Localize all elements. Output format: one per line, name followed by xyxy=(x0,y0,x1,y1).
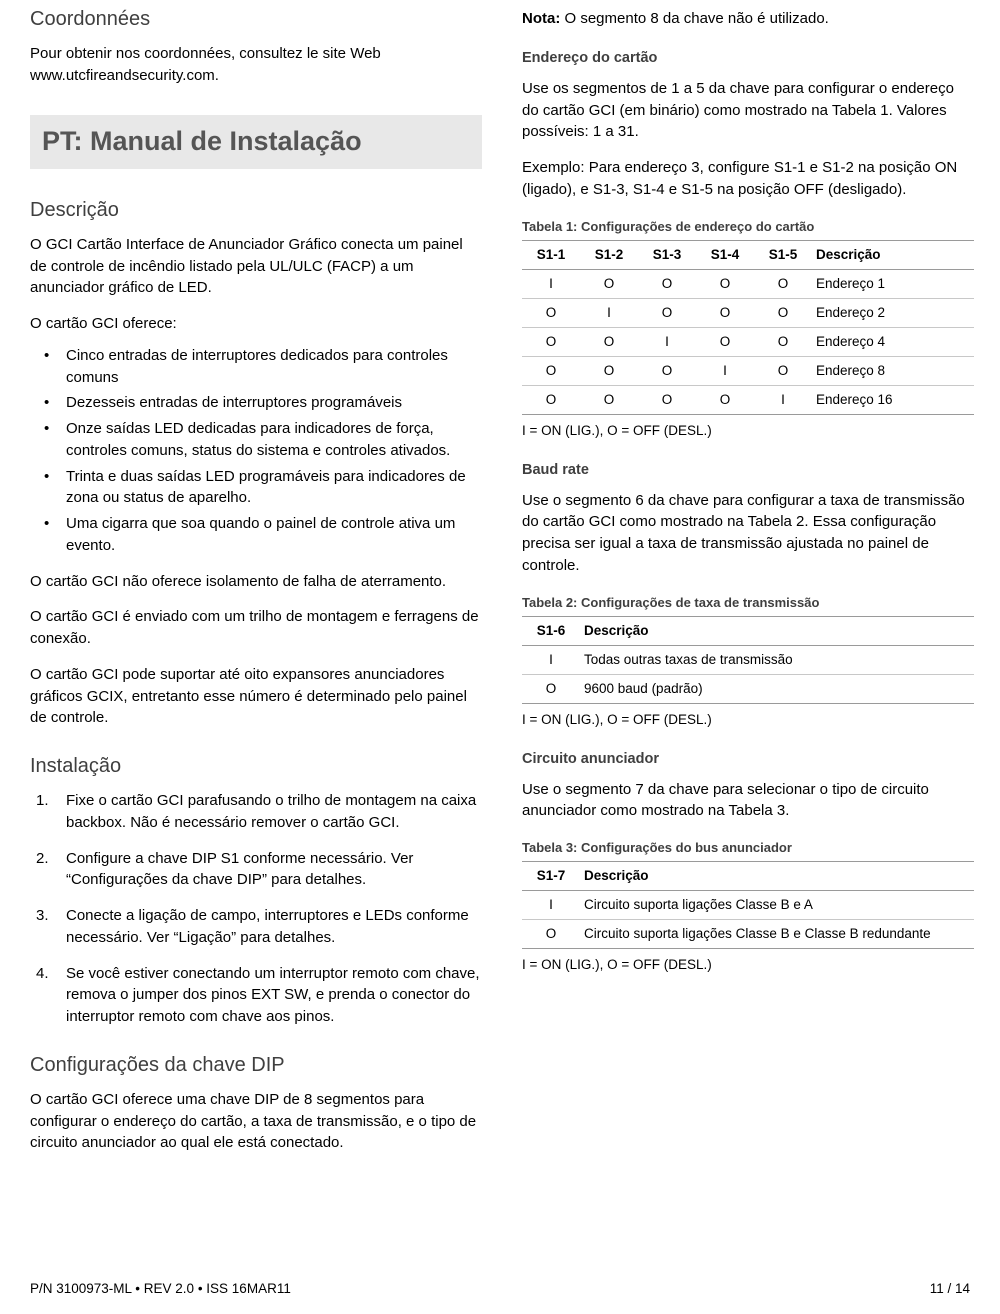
table-cell: O xyxy=(522,327,580,356)
table-cell: O xyxy=(522,298,580,327)
note-label: Nota: xyxy=(522,10,561,27)
table-cell: 9600 baud (padrão) xyxy=(580,674,974,703)
table-row xyxy=(522,385,974,414)
list-item: Configure a chave DIP S1 conforme necessário. Ver “Configurações da chave DIP” para detalhes. xyxy=(66,849,414,889)
annunciator-circuit-heading: Circuito anunciador xyxy=(522,750,659,767)
descricao-paragraph-4: O cartão GCI é enviado com um trilho de montagem e ferragens de conexão. xyxy=(30,608,479,648)
list-item: Fixe o cartão GCI parafusando o trilho de montagem na caixa backbox. Não é necessário remover o cartão GCI. xyxy=(66,792,477,831)
table3-legend: I = ON (LIG.), O = OFF (DESL.) xyxy=(522,957,712,972)
footer-page-number: 11 / 14 xyxy=(929,1281,970,1296)
table-annunciator-bus xyxy=(522,861,974,949)
card-address-paragraph-2: Exemplo: Para endereço 3, configure S1-1 e S1-2 na posição ON (ligado), e S1-3, S1-4 e S1-5 na posição OFF (desligado). xyxy=(522,159,958,198)
table-cell: I xyxy=(522,891,580,920)
list-item: • Cinco entradas de interruptores dedicados para controles comuns xyxy=(30,345,482,389)
dip-settings-heading: Configurações da chave DIP xyxy=(30,1053,285,1076)
list-item: • Dezesseis entradas de interruptores programáveis xyxy=(30,392,482,414)
descricao-paragraph-1: O GCI Cartão Interface de Anunciador Gráfico conecta um painel de controle de incêndio listado pela UL/ULC (FACP) a um anunciador gráfico de LED. xyxy=(30,235,463,297)
table-cell: Circuito suporta ligações Classe B e Classe B redundante xyxy=(580,920,974,949)
table-baud-rate xyxy=(522,616,974,704)
column-header: S1-1 xyxy=(522,240,580,269)
table-cell: O xyxy=(522,674,580,703)
table-cell: I xyxy=(522,645,580,674)
coordonnees-paragraph: Pour obtenir nos coordonnées, consultez le site Web www.utcfireandsecurity.com. xyxy=(30,45,381,84)
table2-legend: I = ON (LIG.), O = OFF (DESL.) xyxy=(522,711,712,727)
descricao-paragraph-3: O cartão GCI não oferece isolamento de falha de aterramento. xyxy=(30,572,447,590)
table-cell: O xyxy=(638,356,696,385)
table2-caption: Tabela 2: Configurações de taxa de transmissão xyxy=(522,594,820,610)
table-header-row xyxy=(522,240,974,269)
table1-legend: I = ON (LIG.), O = OFF (DESL.) xyxy=(522,422,712,438)
column-header: S1-7 xyxy=(522,862,580,891)
table-cell: Endereço 16 xyxy=(812,385,974,414)
list-item: • Onze saídas LED dedicadas para indicadores de força, controles comuns, status do sistema e controles ativados. xyxy=(30,418,482,462)
column-header: Descrição xyxy=(812,240,974,269)
table-row xyxy=(522,327,974,356)
table-cell: O xyxy=(754,269,812,298)
list-item: • Uma cigarra que soa quando o painel de controle ativa um evento. xyxy=(30,513,482,557)
table-row xyxy=(522,269,974,298)
installation-steps xyxy=(30,790,482,1028)
table-cell: O xyxy=(522,356,580,385)
note-text: O segmento 8 da chave não é utilizado. xyxy=(560,10,829,27)
table-cell: O xyxy=(696,298,754,327)
table-cell: O xyxy=(580,356,638,385)
column-header: S1-2 xyxy=(580,240,638,269)
descricao-heading: Descrição xyxy=(30,198,119,221)
table-cell: O xyxy=(522,385,580,414)
card-address-heading: Endereço do cartão xyxy=(522,49,658,66)
table-cell: Endereço 1 xyxy=(812,269,974,298)
column-header: Descrição xyxy=(580,862,974,891)
table-row xyxy=(522,298,974,327)
note-paragraph xyxy=(522,8,974,30)
baud-rate-heading: Baud rate xyxy=(522,461,589,478)
table-cell: I xyxy=(580,298,638,327)
right-column xyxy=(522,8,974,1168)
table-cell: O xyxy=(522,920,580,949)
table-cell: O xyxy=(696,385,754,414)
table-cell: O xyxy=(638,298,696,327)
two-column-layout xyxy=(30,0,970,1168)
column-header: S1-4 xyxy=(696,240,754,269)
table-cell: Endereço 4 xyxy=(812,327,974,356)
table-cell: Endereço 2 xyxy=(812,298,974,327)
table-row xyxy=(522,920,974,949)
table-cell: O xyxy=(638,385,696,414)
descricao-paragraph-5: O cartão GCI pode suportar até oito expansores anunciadores gráficos GCIX, entretanto esse número é determinado pelo painel de controle. xyxy=(30,665,467,727)
page-footer xyxy=(30,1281,970,1296)
column-header: Descrição xyxy=(580,616,974,645)
footer-part-number: P/N 3100973-ML • REV 2.0 • ISS 16MAR11 xyxy=(30,1281,291,1296)
table3-caption: Tabela 3: Configurações do bus anunciador xyxy=(522,840,792,855)
table-row xyxy=(522,891,974,920)
table-cell: I xyxy=(696,356,754,385)
instalacao-heading: Instalação xyxy=(30,755,122,778)
table-cell: O xyxy=(580,269,638,298)
column-header: S1-3 xyxy=(638,240,696,269)
baud-rate-paragraph: Use o segmento 6 da chave para configurar a taxa de transmissão do cartão GCI como mostrado na Tabela 2. Essa configuração precisa ser igual a taxa de transmissão ajustada no painel de controle. xyxy=(522,491,965,574)
table-row xyxy=(522,645,974,674)
table-cell: O xyxy=(580,385,638,414)
table1-caption: Tabela 1: Configurações de endereço do cartão xyxy=(522,218,815,234)
list-item: • Trinta e duas saídas LED programáveis para indicadores de zona ou status de aparelho. xyxy=(30,466,482,510)
table-cell: O xyxy=(696,269,754,298)
card-address-paragraph-1: Use os segmentos de 1 a 5 da chave para configurar o endereço do cartão GCI (em binário) como mostrado na Tabela 1. Valores possíveis: 1 a 31. xyxy=(522,79,954,141)
table-row xyxy=(522,356,974,385)
table-cell: O xyxy=(580,327,638,356)
features-list xyxy=(30,345,482,557)
table-header-row xyxy=(522,862,974,891)
table-header-row xyxy=(522,616,974,645)
table-cell: O xyxy=(754,356,812,385)
descricao-paragraph-2: O cartão GCI oferece: xyxy=(30,315,177,333)
list-item: Conecte a ligação de campo, interruptores e LEDs conforme necessário. Ver “Ligação” para detalhes. xyxy=(66,907,469,946)
table-cell: I xyxy=(754,385,812,414)
table-cell: O xyxy=(638,269,696,298)
table-cell: Todas outras taxas de transmissão xyxy=(580,645,974,674)
page-title: PT: Manual de Instalação xyxy=(30,115,482,169)
table-cell: I xyxy=(638,327,696,356)
table-card-address xyxy=(522,240,974,415)
column-header: S1-5 xyxy=(754,240,812,269)
table-cell: O xyxy=(754,298,812,327)
column-header: S1-6 xyxy=(522,616,580,645)
list-item: Se você estiver conectando um interruptor remoto com chave, remova o jumper dos pinos EXT SW, e prenda o conector do interruptor remoto com chave aos pinos. xyxy=(66,964,480,1026)
table-row xyxy=(522,674,974,703)
table-cell: Endereço 8 xyxy=(812,356,974,385)
dip-settings-paragraph: O cartão GCI oferece uma chave DIP de 8 segmentos para configurar o endereço do cartão, a taxa de transmissão, e o tipo de circuito anunciador ao qual ele está conectado. xyxy=(30,1090,477,1152)
table-cell: I xyxy=(522,269,580,298)
table-cell: O xyxy=(754,327,812,356)
table-cell: Circuito suporta ligações Classe B e A xyxy=(580,891,974,920)
annunciator-circuit-paragraph: Use o segmento 7 da chave para selecionar o tipo de circuito anunciador como mostrado na Tabela 3. xyxy=(522,780,929,820)
coordonnees-heading: Coordonnées xyxy=(30,8,151,30)
left-column xyxy=(30,8,482,1168)
table-cell: O xyxy=(696,327,754,356)
